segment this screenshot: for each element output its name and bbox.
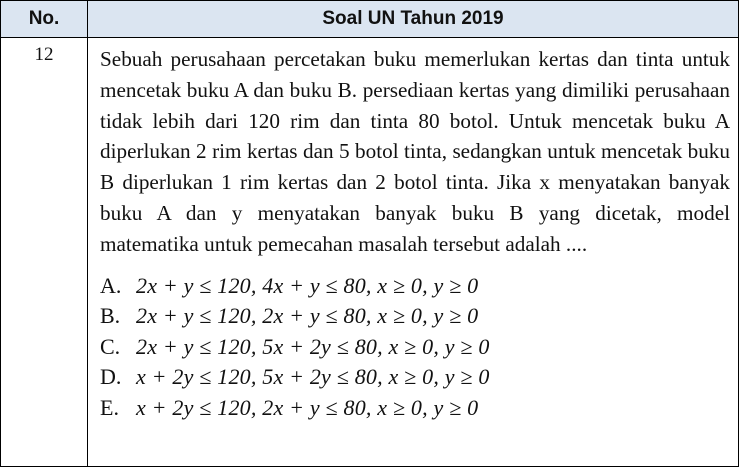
question-cell <box>88 38 739 467</box>
option-d <box>100 362 730 393</box>
option-text: x + 2y ≤ 120, 5x + 2y ≤ 80, x ≥ 0, y ≥ 0 <box>136 364 490 390</box>
option-c <box>100 332 730 363</box>
option-text: 2x + y ≤ 120, 2x + y ≤ 80, x ≥ 0, y ≥ 0 <box>136 303 479 329</box>
option-text: x + 2y ≤ 120, 2x + y ≤ 80, x ≥ 0, y ≥ 0 <box>136 394 479 420</box>
header-row <box>1 1 739 38</box>
question-text: Sebuah perusahaan percetakan buku memerlukan kertas dan tinta untuk mencetak buku A dan buku B. persediaan kertas yang dimiliki perusahaan tidak lebih dari 120 rim dan tinta 80 botol. Untuk mencetak buku A diperlukan 2 rim kertas dan 5 botol tinta, sedangkan untuk mencetak buku B diperlukan 1 rim kertas dan 2 botol tinta. Jika x menyatakan banyak buku A dan y menyatakan banyak buku B yang dicetak, model matematika untuk pemecahan masalah tersebut adalah .... <box>100 47 730 256</box>
header-number: No. <box>1 1 88 38</box>
answer-options <box>100 271 730 424</box>
option-letter: C. <box>100 333 121 359</box>
header-question: Soal UN Tahun 2019 <box>88 1 739 38</box>
option-text: 2x + y ≤ 120, 5x + 2y ≤ 80, x ≥ 0, y ≥ 0 <box>136 333 490 359</box>
option-e <box>100 393 730 424</box>
question-number: 12 <box>1 38 88 467</box>
option-a <box>100 271 730 302</box>
option-letter: E. <box>100 394 119 420</box>
option-letter: A. <box>100 272 122 298</box>
option-letter: B. <box>100 303 121 329</box>
option-letter: D. <box>100 364 122 390</box>
option-b <box>100 301 730 332</box>
option-text: 2x + y ≤ 120, 4x + y ≤ 80, x ≥ 0, y ≥ 0 <box>136 272 479 298</box>
question-row <box>1 38 739 467</box>
